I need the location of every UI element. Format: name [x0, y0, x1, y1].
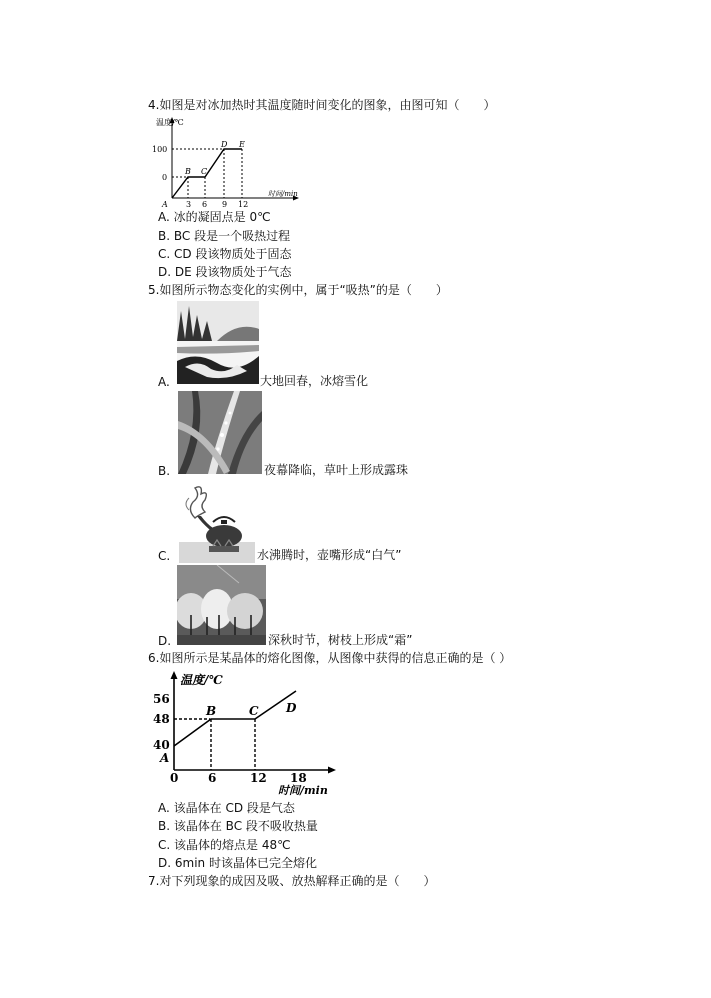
q6-point-a: A — [160, 751, 170, 765]
q4-ytick-0: 0 — [162, 173, 168, 182]
q4-point-e: E — [239, 140, 245, 149]
q6-ytick-40: 40 — [153, 738, 170, 752]
q6-xtick-6: 6 — [208, 771, 217, 785]
photo-dew-grass — [178, 391, 262, 474]
q5-option-d-caption: 深秋时节，树枝上形成“霜” — [268, 633, 413, 647]
q4-option-b: B. BC 段是一个吸热过程 — [158, 229, 291, 243]
q6-ytick-56: 56 — [153, 692, 170, 706]
q4-option-c: C. CD 段该物质处于固态 — [158, 247, 292, 261]
q5-option-d-letter: D. — [158, 634, 172, 648]
q6-option-a: A. 该晶体在 CD 段是气态 — [158, 801, 295, 815]
q4-point-b: B — [185, 167, 191, 176]
q4-stem: 4.如图是对冰加热时其温度随时间变化的图象，由图可知（ ） — [148, 98, 496, 112]
q5-option-a-caption: 大地回春，冰熔雪化 — [260, 374, 369, 388]
q4-ytick-100: 100 — [152, 145, 168, 154]
q6-point-c: C — [249, 704, 259, 718]
q4-ylabel: 温度/℃ — [156, 118, 184, 127]
q6-option-d: D. 6min 时该晶体已完全熔化 — [158, 856, 317, 870]
q5-option-b-letter: B. — [158, 464, 171, 478]
q6-option-c: C. 该晶体的熔点是 48℃ — [158, 838, 291, 852]
q6-x-arrow — [328, 767, 336, 774]
q6-y-arrow — [171, 671, 178, 679]
q4-chart — [150, 114, 300, 208]
q6-series-line — [174, 691, 296, 746]
q4-option-a: A. 冰的凝固点是 0℃ — [158, 210, 271, 224]
q5-option-c-caption: 水沸腾时，壶嘴形成“白气” — [257, 548, 402, 562]
photo-frost-branches — [177, 565, 266, 645]
q5-option-b-caption: 夜幕降临，草叶上形成露珠 — [264, 463, 409, 477]
q6-option-b: B. 该晶体在 BC 段不吸收热量 — [158, 819, 318, 833]
q4-point-d: D — [221, 140, 228, 149]
q4-xtick-12: 12 — [238, 200, 249, 208]
q4-xtick-6: 6 — [202, 200, 208, 208]
photo-melting-snow — [177, 301, 259, 384]
q7-stem: 7.对下列现象的成因及吸、放热解释正确的是（ ） — [148, 874, 436, 888]
q6-xtick-12: 12 — [250, 771, 267, 785]
q6-point-b: B — [206, 704, 217, 718]
q4-point-c: C — [201, 167, 208, 176]
q4-xtick-9: 9 — [222, 200, 228, 208]
q5-stem: 5.如图所示物态变化的实例中，属于“吸热”的是（ ） — [148, 283, 448, 297]
q6-chart — [150, 668, 340, 800]
q6-ylabel: 温度/℃ — [180, 673, 223, 687]
q5-option-a-letter: A. — [158, 375, 170, 389]
q4-xlabel: 时间/min — [268, 190, 298, 198]
q6-xtick-0: 0 — [170, 771, 179, 785]
q4-origin-label: A — [162, 200, 168, 208]
q6-xtick-18: 18 — [290, 771, 307, 785]
q6-ytick-48: 48 — [153, 712, 170, 726]
photo-kettle-steam — [179, 480, 255, 563]
q5-option-c-letter: C. — [158, 549, 171, 563]
q4-xtick-3: 3 — [186, 200, 192, 208]
q6-point-d: D — [286, 701, 297, 715]
q6-stem: 6.如图所示是某晶体的熔化图像，从图像中获得的信息正确的是（ ） — [148, 651, 512, 665]
q4-option-d: D. DE 段该物质处于气态 — [158, 265, 292, 279]
q6-xlabel: 时间/min — [278, 784, 328, 797]
